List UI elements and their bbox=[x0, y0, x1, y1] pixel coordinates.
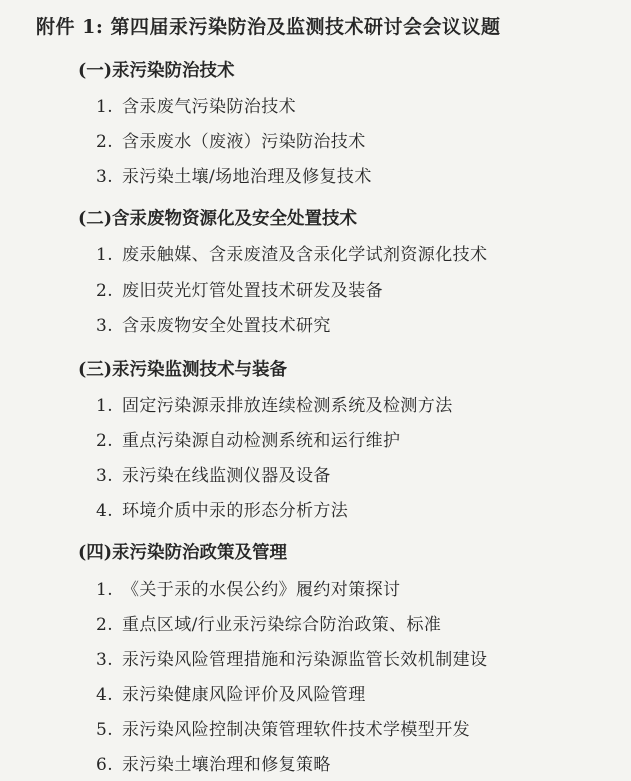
item-number: 5. bbox=[96, 720, 114, 740]
list-item bbox=[96, 750, 331, 775]
list-item bbox=[96, 496, 348, 521]
list-item bbox=[96, 680, 366, 705]
item-number: 2. bbox=[96, 431, 114, 451]
item-number: 1. bbox=[96, 396, 114, 416]
list-item bbox=[96, 127, 366, 152]
list-item bbox=[96, 610, 441, 635]
item-number: 3. bbox=[96, 650, 114, 670]
item-text: 重点污染源自动检测系统和运行维护 bbox=[122, 431, 401, 451]
item-text: 含汞废气污染防治技术 bbox=[122, 97, 296, 117]
section-heading-3: (三)汞污染监测技术与装备 bbox=[78, 360, 288, 380]
item-text: 重点区域/行业汞污染综合防治政策、标准 bbox=[122, 615, 442, 635]
list-item bbox=[96, 461, 331, 486]
item-text: 含汞废物安全处置技术研究 bbox=[122, 316, 331, 336]
item-number: 4. bbox=[96, 685, 114, 705]
list-item bbox=[96, 276, 383, 301]
section-heading-2: (二)含汞废物资源化及安全处置技术 bbox=[78, 209, 358, 229]
list-item bbox=[96, 715, 470, 740]
item-number: 1. bbox=[96, 97, 114, 117]
item-number: 1. bbox=[96, 580, 114, 600]
section-heading-1: (一)汞污染防治技术 bbox=[78, 61, 235, 81]
item-text: 含汞废水（废液）污染防治技术 bbox=[122, 132, 366, 152]
item-text: 废汞触媒、含汞废渣及含汞化学试剂资源化技术 bbox=[122, 245, 488, 265]
document-title: 附件 1: 第四届汞污染防治及监测技术研讨会会议议题 bbox=[36, 16, 501, 38]
item-text: 环境介质中汞的形态分析方法 bbox=[122, 501, 349, 521]
item-text: 汞污染土壤治理和修复策略 bbox=[122, 755, 331, 775]
item-number: 2. bbox=[96, 615, 114, 635]
list-item bbox=[96, 240, 487, 265]
item-number: 3. bbox=[96, 316, 114, 336]
item-number: 4. bbox=[96, 501, 114, 521]
item-text: 废旧荧光灯管处置技术研发及装备 bbox=[122, 281, 383, 301]
item-text: 汞污染风险控制决策管理软件技术学模型开发 bbox=[122, 720, 470, 740]
item-number: 1. bbox=[96, 245, 114, 265]
item-text: 汞污染土壤/场地治理及修复技术 bbox=[122, 167, 372, 187]
item-number: 6. bbox=[96, 755, 114, 775]
item-number: 3. bbox=[96, 466, 114, 486]
list-item bbox=[96, 575, 400, 600]
item-text: 汞污染风险管理措施和污染源监管长效机制建设 bbox=[122, 650, 488, 670]
item-text: 固定污染源汞排放连续检测系统及检测方法 bbox=[122, 396, 453, 416]
item-text: 汞污染在线监测仪器及设备 bbox=[122, 466, 331, 486]
item-text: 汞污染健康风险评价及风险管理 bbox=[122, 685, 366, 705]
section-heading-4: (四)汞污染防治政策及管理 bbox=[78, 543, 288, 563]
item-number: 3. bbox=[96, 167, 114, 187]
list-item bbox=[96, 162, 372, 187]
list-item bbox=[96, 391, 453, 416]
list-item bbox=[96, 645, 487, 670]
list-item bbox=[96, 92, 296, 117]
item-text: 《关于汞的水俣公约》履约对策探讨 bbox=[122, 580, 401, 600]
item-number: 2. bbox=[96, 132, 114, 152]
item-number: 2. bbox=[96, 281, 114, 301]
list-item bbox=[96, 426, 400, 451]
list-item bbox=[96, 311, 331, 336]
